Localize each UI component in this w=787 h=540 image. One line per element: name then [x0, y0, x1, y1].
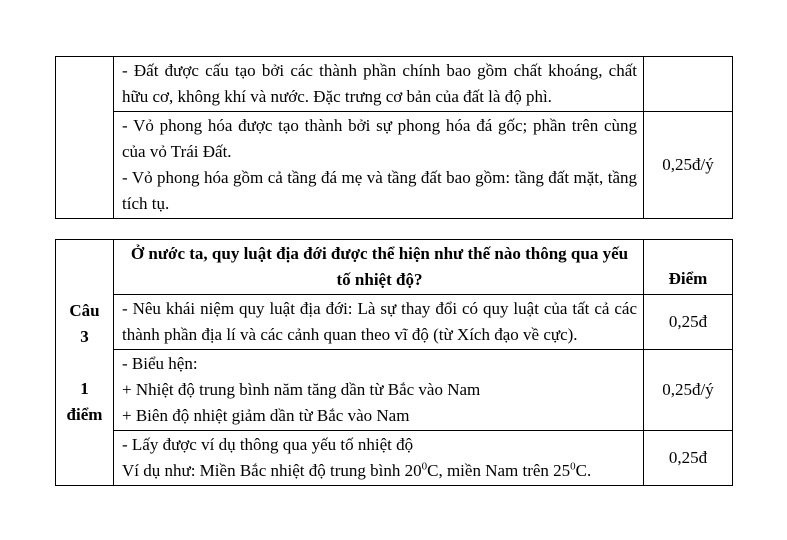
degree-superscript: 0 [570, 460, 576, 473]
score-value: 0,25đ [668, 312, 708, 331]
table-row [56, 295, 733, 350]
question-points-value: 1 [80, 378, 89, 398]
table-header-row [56, 240, 733, 295]
question-points-unit: điểm [66, 404, 103, 424]
score-cell [644, 431, 733, 486]
answer-cell [114, 431, 644, 486]
question-number-stack [56, 298, 113, 428]
answer-cell [114, 295, 644, 350]
score-cell [644, 112, 733, 219]
answer-paragraph: - Nêu khái niệm quy luật địa đới: Là sự thay đổi có quy luật của tất cả các thành phần địa lí và các cảnh quan theo vĩ độ (từ Xích đạo về cực). [122, 299, 637, 344]
answer-cell [114, 350, 644, 431]
example-line [122, 458, 637, 484]
table-row [56, 112, 733, 219]
example-text-c: C. [575, 461, 592, 480]
question-number-group [69, 298, 99, 350]
points-header-label: Điểm [668, 269, 708, 288]
answer-paragraph: - Vỏ phong hóa gồm cả tầng đá mẹ và tầng đất bao gồm: tầng đất mặt, tầng tích tụ. [122, 168, 637, 213]
question-cell [114, 240, 644, 295]
score-cell [644, 57, 733, 112]
answer-table-question3 [55, 239, 733, 486]
score-value: 0,25đ/ý [662, 380, 714, 399]
answer-paragraph: - Vỏ phong hóa được tạo thành bởi sự phong hóa đá gốc; phần trên cùng của vỏ Trái Đất. [122, 116, 637, 161]
answer-paragraph: - Biểu hện: [122, 354, 198, 373]
table-row [56, 57, 733, 112]
table-row [56, 350, 733, 431]
answer-paragraph: + Biên độ nhiệt giảm dần từ Bắc vào Nam [122, 406, 410, 425]
question-number-cell-empty [56, 57, 114, 219]
score-value: 0,25đ/ý [662, 155, 714, 174]
question-number: 3 [80, 326, 89, 346]
example-text-a: Ví dụ như: Miền Bắc nhiệt độ trung bình 20 [122, 461, 422, 480]
question-points-group [67, 376, 103, 428]
answer-paragraph: - Đất được cấu tạo bởi các thành phần chính bao gồm chất khoáng, chất hữu cơ, không khí và nước. Đặc trưng cơ bản của đất là độ phì. [122, 61, 637, 106]
answer-cell [114, 57, 644, 112]
question-text: Ở nước ta, quy luật địa đới được thể hiện như thế nào thông qua yếu tố nhiệt độ? [130, 244, 629, 289]
example-text-b: C, miền Nam trên 25 [427, 461, 571, 480]
table-row [56, 431, 733, 486]
question-label: Câu [69, 300, 100, 320]
answer-cell [114, 112, 644, 219]
answer-paragraph: + Nhiệt độ trung bình năm tăng dần từ Bắc vào Nam [122, 380, 481, 399]
answer-table-soil [55, 56, 733, 219]
degree-superscript: 0 [421, 460, 428, 473]
score-cell [644, 350, 733, 431]
question-number-cell [56, 240, 114, 486]
score-cell [644, 295, 733, 350]
answer-paragraph: - Lấy được ví dụ thông qua yếu tố nhiệt độ [122, 435, 414, 454]
score-value: 0,25đ [668, 448, 708, 467]
points-header-cell [644, 240, 733, 295]
